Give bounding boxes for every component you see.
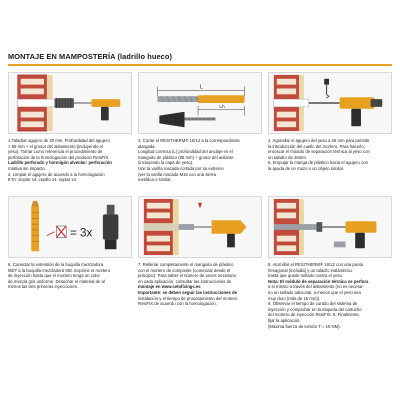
caption-line: 6. Conectar la extensión de la boquilla mezcladora bbox=[8, 262, 104, 267]
caption-line: muy duro (más de 15 mm)). bbox=[268, 295, 321, 301]
caption-line: instalación y el tiempo de procesamiento del mortero bbox=[138, 295, 238, 301]
caption-line: hexagonal (incluida) y un taladro inalámbrico bbox=[268, 267, 353, 273]
caption-line: hasta que quede sellado contra el yeso. bbox=[268, 273, 344, 279]
threaded-rod-icon bbox=[139, 73, 261, 133]
caption-line: menos las tres primeras inyecciones. bbox=[8, 284, 78, 290]
caption-line: a sí mismo a través del aislamiento (no es necesa- bbox=[268, 284, 364, 290]
step-4-caption bbox=[268, 138, 392, 186]
drill-and-brush-icon bbox=[9, 73, 131, 133]
caption-line-bold: Ladrillo perforado y hormigón alveolar: perforación bbox=[8, 160, 112, 166]
cartridge-mixer-icon bbox=[9, 197, 131, 257]
step-3-caption bbox=[138, 138, 262, 186]
step-8-caption bbox=[268, 262, 392, 334]
caption-line: del mortero de inyección ResiFIX. 8. Finalmente, bbox=[268, 312, 360, 318]
caption-line-bold: Importante: se deben seguir las instrucciones de bbox=[138, 289, 237, 295]
step-8-illustration bbox=[268, 196, 392, 258]
caption-line: > 85 mm + el grosor del aislamiento (incluyendo el bbox=[8, 143, 103, 149]
caption-line: rio un sellado adicional, a menos que el yeso sea bbox=[268, 289, 361, 295]
caption-line: ETA: Soplar x4, cepillo x4, soplar x4 bbox=[8, 177, 76, 183]
caption-line: 3. Cortar el RESITHERM® 16/12 a la correspondiente bbox=[138, 138, 240, 143]
step-3-illustration bbox=[138, 72, 262, 134]
caption-line: 5. Empujar la manga de plástico hacia el agujero con bbox=[268, 160, 368, 166]
caption-line: con el mortero de composite (comenzar desde el bbox=[138, 267, 231, 273]
caption-line: principio). Para saber el número de veces necesario bbox=[138, 273, 237, 279]
caption-line: de inyección hasta que el mortero tenga un color bbox=[8, 273, 100, 279]
caption-line: (ver la varilla roscada M16 con una sierra bbox=[138, 171, 216, 177]
caption-line: Unir la varilla roscada cortada por su extremo bbox=[138, 165, 224, 171]
caption-line: 2. Limpiar el agujero de acuerdo a la homologación bbox=[8, 171, 105, 177]
caption-line: 9. Observar el tiempo de curado del sistema de bbox=[268, 301, 358, 307]
length-label: L bbox=[200, 84, 204, 91]
caption-line: ResiFIX de acuerdo con la homologación. bbox=[138, 301, 217, 307]
caption-line: perforación de la homologación del producto ResiFIX. bbox=[8, 154, 110, 160]
caption-line: Longitud correcta (L) profundidad del anclaje en el bbox=[138, 149, 233, 155]
caption-line: (incluyendo la capa de yeso). bbox=[138, 160, 194, 166]
injection-icon bbox=[139, 197, 261, 257]
caption-line: inyección y comprobar en la etiqueta del cartucho bbox=[268, 306, 362, 312]
caption-line: un taladro de 26mm. bbox=[268, 154, 307, 160]
step-1-caption bbox=[8, 138, 132, 186]
hammer-drill-icon bbox=[269, 73, 391, 133]
step-4-illustration bbox=[268, 72, 392, 134]
caption-line-link: montaje en www.celofixings.es bbox=[138, 284, 201, 290]
caption-line: la ayuda de un mazo o un objeto similar. bbox=[268, 165, 345, 171]
caption-line: metálica o similar. bbox=[138, 177, 172, 183]
caption-line-bold: Nota: El módulo de separación térmica se perfora bbox=[268, 278, 369, 284]
step-1-illustration bbox=[8, 72, 132, 134]
caption-line: rotativa sin impacto. bbox=[8, 165, 46, 171]
step-6-illustration bbox=[8, 196, 132, 258]
length-h-label: Lh bbox=[219, 104, 225, 110]
page-title: MONTAJE EN MAMPOSTERÍA (ladrillo hueco) bbox=[8, 52, 173, 61]
caption-line: 8. Atornillar el RESITHERM® 16/12 con una punta bbox=[268, 262, 364, 267]
caption-line: yeso). Tomar como referencia el procedimiento de bbox=[8, 149, 103, 155]
title-divider bbox=[8, 64, 392, 66]
step-7-caption bbox=[138, 262, 262, 310]
caption-line: la introducción del cuello del mortero. Para hacerlo, bbox=[268, 143, 365, 149]
caption-line: 7. Rellenar completamente el manguito de plástico bbox=[138, 262, 234, 267]
caption-line: (Máxima fuerza de torsión T = 19 NM). bbox=[268, 323, 341, 329]
caption-line: manguito de plástico (85 mm) + grosor del aislante bbox=[138, 154, 234, 160]
step-6-caption bbox=[8, 262, 132, 294]
caption-line: de mezcla gris uniforme. Desechar el material de al bbox=[8, 278, 105, 284]
screw-fixing-icon bbox=[269, 197, 391, 257]
caption-line: 1.Taladrar agujero de 20 mm. Profundidad del agujero bbox=[8, 138, 110, 143]
caption-line: 4. Agrandar el agujero del yeso a 26 mm para permitir bbox=[268, 138, 370, 143]
caption-line: enroscar el módulo de separación térmica al yeso con bbox=[268, 149, 370, 155]
caption-line: alargada. bbox=[138, 143, 156, 149]
caption-line: MDT a la boquilla mezcladora MD. Exprimir el mortero bbox=[8, 267, 111, 273]
repeat-count-label: = 3x bbox=[70, 226, 93, 240]
step-7-illustration bbox=[138, 196, 262, 258]
caption-line: en cada aplicación, consultar las instrucciones de bbox=[138, 278, 232, 284]
caption-line: fijar la aplicación. bbox=[268, 317, 301, 323]
